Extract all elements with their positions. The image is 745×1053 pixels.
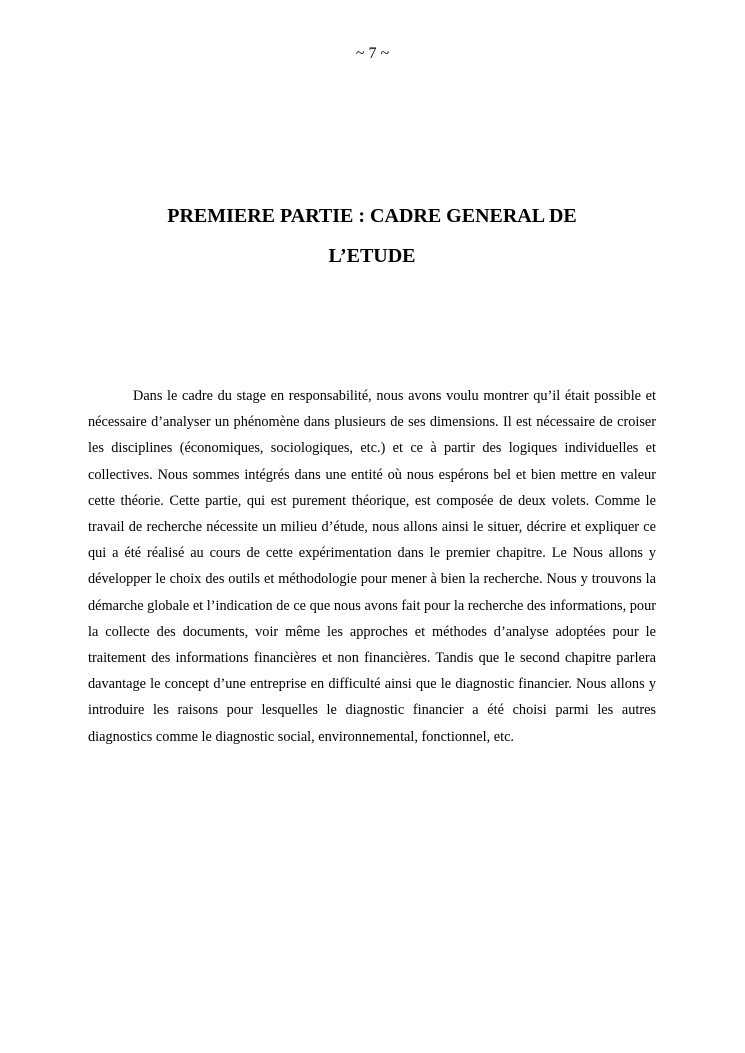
part-title-line-1: PREMIERE PARTIE : CADRE GENERAL DE	[167, 205, 577, 227]
part-title	[88, 196, 656, 276]
part-title-line-2: L’ETUDE	[328, 245, 416, 267]
page-number: ~ 7 ~	[355, 45, 390, 62]
body-paragraph: Dans le cadre du stage en responsabilité, nous avons voulu montrer qu’il était possible et nécessaire d’analyser un phénomène dans plusieurs de ses dimensions. Il est nécessaire de croiser les disciplines (économiques, sociologiques, etc.) et ce à partir des logiques individuelles et collectives. Nous sommes intégrés dans une entité où nous espérons bel et bien mettre en valeur cette théorie. Cette partie, qui est purement théorique, est composée de deux volets. Comme le travail de recherche nécessite un milieu d’étude, nous allons ainsi le situer, décrire et expliquer ce qui a été réalisé au cours de cette expérimentation dans le premier chapitre. Le Nous allons y développer le choix des outils et méthodologie pour mener à bien la recherche. Nous y trouvons la démarche globale et l’indication de ce que nous avons fait pour la recherche des informations, pour la collecte des documents, voir même les approches et méthodes d’analyse adoptées pour le traitement des informations financières et non financières. Tandis que le second chapitre parlera davantage le concept d’une entreprise en difficulté ainsi que le diagnostic financier. Nous allons y introduire les raisons pour lesquelles le diagnostic financier a été choisi parmi les autres diagnostics comme le diagnostic social, environnemental, fonctionnel, etc.	[88, 388, 656, 745]
